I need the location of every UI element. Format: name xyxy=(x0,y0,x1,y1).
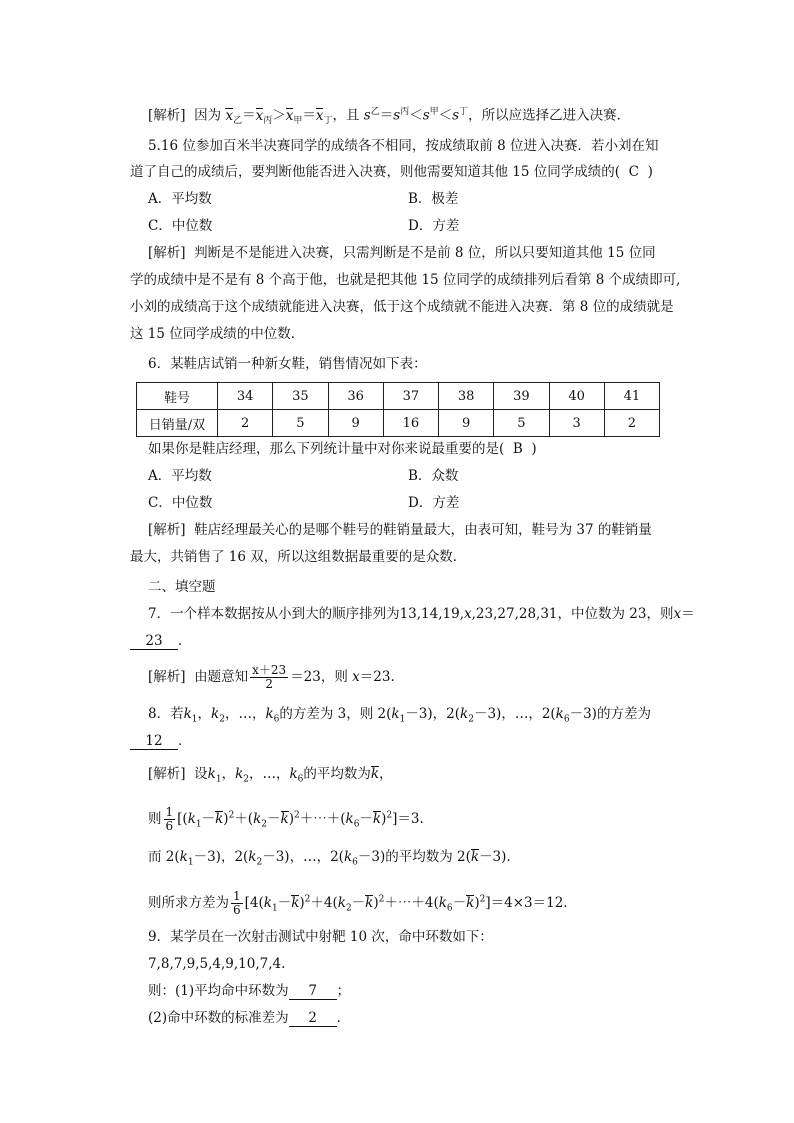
kbar: k xyxy=(370,766,380,782)
option-b: B．众数 xyxy=(408,468,459,484)
q9-part2: (2)命中环数的标准差为 2 ． xyxy=(148,1010,351,1026)
q7-answer-blank: 23 xyxy=(130,634,178,650)
q8-solution-3: 而 $2(k_1-3)$，$2(k_2-3)$，…，$2(k_6-3)$的平均数为 2(k－3). xyxy=(148,849,511,868)
q9-answer1-blank: 7 xyxy=(289,984,337,1000)
option-a: A．平均数 xyxy=(148,191,212,207)
fraction: $\frac{1}{6}$ xyxy=(165,805,174,833)
q5-solution-1: [解析] 判断是不是能进入决赛，只需判断是不是前 8 位，所以只要知道其他 15 位同 xyxy=(148,245,656,261)
q5-solution-2: 学的成绩中是不是有 8 个高于他，也就是把其他 15 位同学的成绩排列后看第 8 个成绩即可, xyxy=(130,272,681,288)
q8-solution-4: 则所求方差为 $\frac{1}{6}$ $[4(k_1-k)^2+4(k_2-k)^2+\cdots+4(k_6-k)^2]=4\times 3=12$. xyxy=(148,889,568,917)
q8-answer-line: 12 ． xyxy=(130,732,192,750)
q9-answer2-blank: 2 xyxy=(289,1011,337,1027)
solution-tag: [解析] xyxy=(148,522,186,538)
option-c: C．中位数 xyxy=(148,495,213,511)
q5-options-ab xyxy=(148,190,212,208)
table-row-header: 日销量/双 xyxy=(137,410,218,437)
solution-tag: [解析] xyxy=(148,107,186,124)
table-row: 鞋号 34 35 36 37 38 39 40 41 xyxy=(137,383,660,410)
fraction: $\frac{1}{6}$ xyxy=(233,889,241,917)
q5-answer: C xyxy=(628,164,639,180)
q6-answer: B xyxy=(512,441,523,457)
option-d: D．方差 xyxy=(408,218,460,234)
q6-solution-2: 最大，共销售了 16 双，所以这组数据最重要的是众数． xyxy=(130,549,467,565)
q8-answer-blank: 12 xyxy=(130,734,178,750)
option-c: C．中位数 xyxy=(148,218,213,234)
q5-solution-3: 小刘的成绩高于这个成绩就能进入决赛，低于这个成绩就不能进入决赛．第 8 位的成绩就是 xyxy=(130,299,674,315)
option-a: A．平均数 xyxy=(148,468,212,484)
q9-line1: 9．某学员在一次射击测试中射靶 10 次，命中环数如下： xyxy=(148,929,493,945)
q8-solution-1: [解析] 设$k_1$，$k_2$，…，$k_6$的平均数为k， xyxy=(148,766,393,785)
shoe-sales-table xyxy=(136,382,660,437)
table-row: 日销量/双 2 5 9 16 9 5 3 2 xyxy=(137,410,660,437)
section-heading: 二、填空题 xyxy=(148,579,216,595)
xbar: x xyxy=(225,107,234,124)
option-d: D．方差 xyxy=(408,495,460,511)
table-row-header: 鞋号 xyxy=(137,383,218,410)
q9-data: 7,8,7,9,5,4,9,10,7,4. xyxy=(148,956,286,972)
q5-line1: 5.16 位参加百米半决赛同学的成绩各不相同，按成绩取前 8 位进入决赛．若小刘在知 xyxy=(148,138,659,154)
q4-solution: [解析] 因为 $x_乙=x_丙>x_甲=x_丁$，且 $s^乙=s^丙<s^甲<s^丁$，所以应选择乙进入决赛． xyxy=(148,107,631,127)
q8-solution-2: 则 $\frac{1}{6}$ $[(k_1-k)^2+(k_2-k)^2+\cdots+(k_6-k)^2]=3$. xyxy=(148,805,424,833)
q6-solution-1: [解析] 鞋店经理最关心的是哪个鞋号的鞋销量最大，由表可知，鞋号为 37 的鞋销量 xyxy=(148,522,652,538)
q7-answer-line: 23 ． xyxy=(130,632,192,650)
q6-question: 如果你是鞋店经理，那么下列统计量中对你来说最重要的是( B ) xyxy=(148,441,537,457)
q6-line1: 6．某鞋店试销一种新女鞋，销售情况如下表： xyxy=(148,356,427,372)
q7-solution: [解析] 由题意知 $\frac{x+23}{2}$ ＝23，则 x＝23. xyxy=(148,663,395,691)
q8-line1: 8．若$k_1$，$k_2$，…，$k_6$的方差为 3，则 $2(k_1-3)$，$2(k_2-3)$，…，$2(k_6-3)$的方差为 xyxy=(148,706,651,725)
q5-line2: 道了自己的成绩后，要判断他能否进入决赛，则他需要知道其他 15 位同学成绩的( C ) xyxy=(130,164,653,180)
q9-part1: 则：(1)平均命中环数为 7 ； xyxy=(148,983,351,999)
q5-solution-4: 这 15 位同学成绩的中位数． xyxy=(130,326,305,342)
q7-line1: 7．一个样本数据按从小到大的顺序排列为13,14,19,x,23,27,28,31，中位数为 23，则x＝ xyxy=(148,606,695,622)
solution-tag: [解析] xyxy=(148,669,186,685)
option-b: B．极差 xyxy=(408,191,459,207)
solution-tag: [解析] xyxy=(148,766,186,782)
solution-tag: [解析] xyxy=(148,245,186,261)
fraction: $\frac{x+23}{2}$ xyxy=(252,663,287,691)
